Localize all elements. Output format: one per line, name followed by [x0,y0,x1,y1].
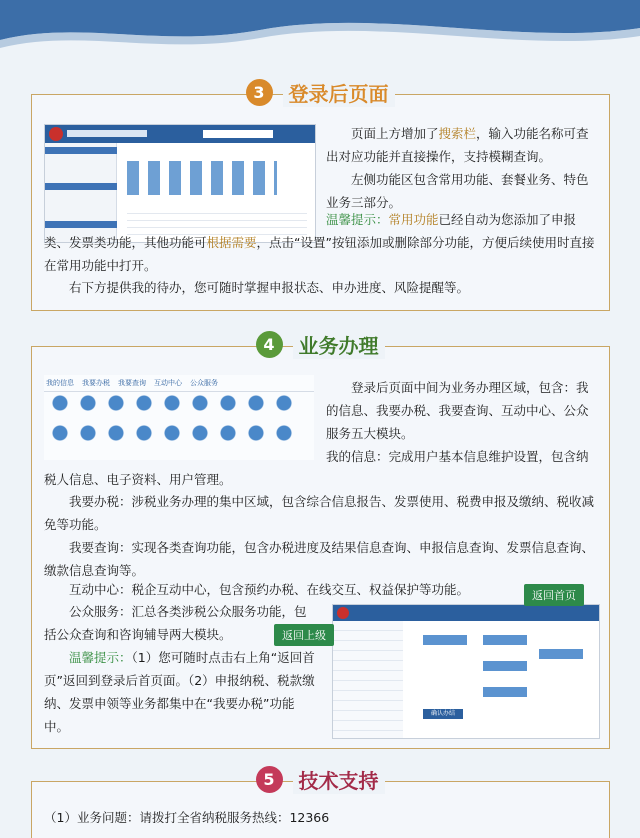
tab-public: 公众服务 [190,379,218,387]
section-5-header [0,765,640,794]
section-4-public: 公众服务：汇总各类涉税公众服务功能，包括公众查询和咨询辅导两大模块。 [44,604,307,642]
section-4-tax: 我要办税：涉税业务办理的集中区域，包含综合信息报告、发票使用、税费申报及缴纳、税收减免等功能。 [44,494,595,532]
tab-interact: 互动中心 [154,379,182,387]
section-3-text-2: 左侧功能区包含常用功能、套餐业务、特色业务三部分。 [326,172,589,210]
section-3-header [0,78,640,107]
section-3-text-1: 页面上方增加了搜索栏，输入功能名称可查出对应功能并直接操作，支持模糊查询。 [326,126,589,164]
return-home-tag: 返回首页 [524,584,584,606]
flow-screenshot [332,604,600,739]
section-4-number: 4 [256,331,283,358]
section-4-tip: 温馨提示：（1）您可随时点击右上角“返回首页”返回到登录后首页面。（2）申报纳税、税款缴纳、发票申领等业务都集中在“我要办税”功能中。 [44,650,315,734]
return-up-tag: 返回上级 [274,624,334,646]
section-4-title: 业务办理 [293,330,385,359]
tab-query: 我要查询 [118,379,146,387]
section-5-line-1: （1）业务问题：请拨打全省纳税服务热线：12366 [44,810,330,825]
section-4-info: 我的信息：完成用户基本信息维护设置，包含纳税人信息、电子资料、用户管理。 [44,449,589,487]
tab-info: 我的信息 [46,379,74,387]
flow-end-node: 确认办结 [423,709,463,719]
section-4-query: 我要查询：实现各类查询功能，包含办税进度及结果信息查询、申报信息查询、发票信息查询、缴款信息查询等。 [44,540,595,578]
section-3-text-4: 右下方提供我的待办，您可随时掌握申报状态、申办进度、风险提醒等。 [69,280,470,295]
header-wave [0,0,640,60]
section-4-interact: 互动中心：税企互动中心，包含预约办税、在线交互、权益保护等功能。 [69,582,470,597]
section-4-header [0,330,640,359]
section-3-number: 3 [246,79,273,106]
section-3-tip: 温馨提示：常用功能已经自动为您添加了申报类、发票类功能，其他功能可根据需要，点击“设置”按钮添加或删除部分功能，方便后续使用时直接在常用功能中打开。 [44,212,595,273]
section-5-title: 技术支持 [293,765,385,794]
section-4-intro: 登录后页面中间为业务办理区域，包含：我的信息、我要办税、我要查询、互动中心、公众服务五大模块。 [326,380,589,441]
tab-tax: 我要办税 [82,379,110,387]
section-5-number: 5 [256,766,283,793]
section-3-title: 登录后页面 [283,78,395,107]
